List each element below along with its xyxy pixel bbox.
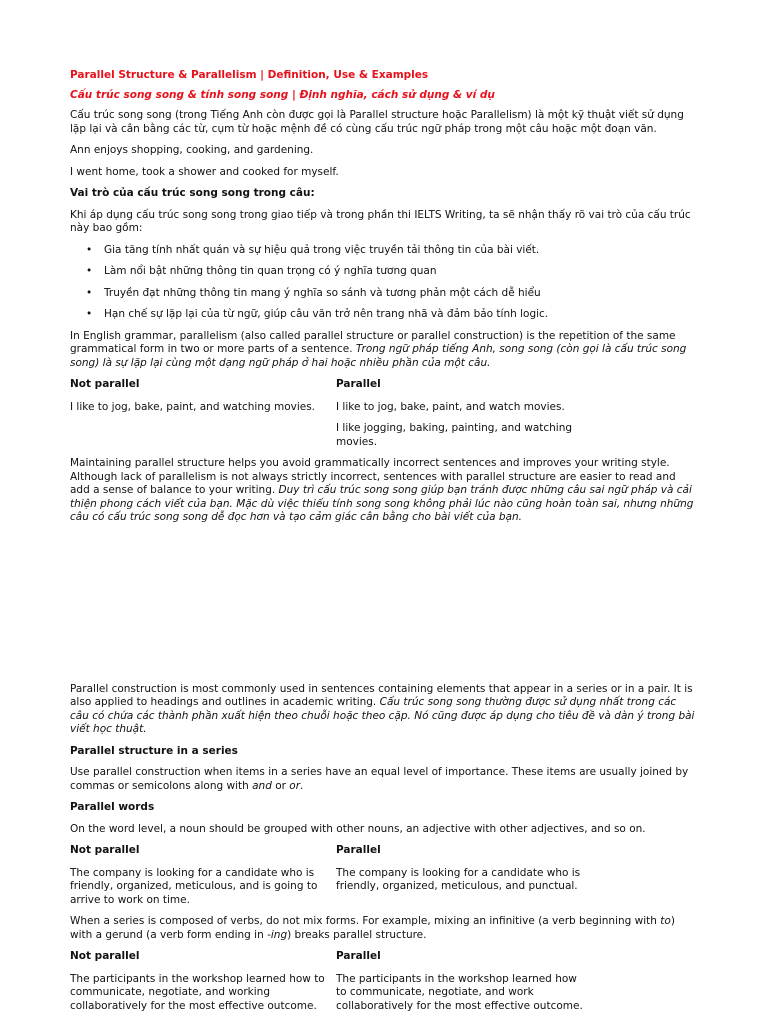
verbs-to: to	[660, 915, 671, 927]
example-sentence-1: Ann enjoys shopping, cooking, and gardening.	[70, 144, 314, 156]
table-cell-parallel: The company is looking for a candidate who is friendly, organized, meticulous, and punctual.	[336, 866, 581, 892]
comparison-table-2	[70, 844, 698, 907]
list-item: • Gia tăng tính nhất quán và sự hiệu quả trong việc truyền tải thông tin của bài viết.	[70, 244, 698, 258]
verbs-ing: -ing	[267, 928, 288, 941]
series-end: .	[300, 779, 304, 792]
table-header-parallel: Parallel	[336, 378, 381, 390]
table-header-not-parallel: Not parallel	[70, 378, 140, 390]
comparison-table-1	[70, 378, 698, 449]
document-subtitle: Cấu trúc song song & tính song song | Định nghĩa, cách sử dụng & ví dụ	[70, 89, 495, 101]
table-cell-not-parallel: The participants in the workshop learned how to communicate, negotiate, and working collaboratively for the most effective outcome.	[70, 972, 325, 1012]
table-header-parallel: Parallel	[336, 844, 381, 856]
blank-space	[70, 525, 698, 683]
series-text: Use parallel construction when items in a series have an equal level of importance. These items are usually joined by commas or semicolons along with	[70, 766, 689, 792]
maintain-paragraph	[70, 457, 698, 525]
series-join: or	[271, 779, 290, 792]
table-cell-not-parallel: I like to jog, bake, paint, and watching movies.	[70, 400, 316, 413]
grammar-paragraph	[70, 330, 698, 371]
construction-vi: Cấu trúc song song thường được sử dụng nhất trong các câu có chứa các thành phần xuất hiện theo chuỗi hoặc theo cặp. Nó cũng được áp dụng cho tiêu đề và dàn ý trong bài viết học thuật.	[70, 696, 695, 735]
series-paragraph	[70, 766, 698, 793]
series-or: or	[289, 779, 301, 792]
table-header-not-parallel: Not parallel	[70, 950, 140, 962]
words-paragraph: On the word level, a noun should be grouped with other nouns, an adjective with other adjectives, and so on.	[70, 822, 646, 835]
table-cell-parallel-alt: I like jogging, baking, painting, and watching movies.	[336, 422, 573, 448]
document-page	[70, 68, 698, 1013]
table-cell-not-parallel: The company is looking for a candidate who is friendly, organized, meticulous, and is going to arrive to work on time.	[70, 866, 318, 906]
intro-paragraph: Cấu trúc song song (trong Tiếng Anh còn được gọi là Parallel structure hoặc Parallelism) là một kỹ thuật viết sử dụng lặp lại và cân bằng các từ, cụm từ hoặc mệnh đề có cùng cấu trúc ngữ pháp trong một câu hoặc một đoạn văn.	[70, 109, 684, 135]
list-item: • Làm nổi bật những thông tin quan trọng có ý nghĩa tương quan	[70, 265, 698, 279]
maintain-vi: Duy trì cấu trúc song song giúp bạn tránh được những câu sai ngữ pháp và cải thiện phong cách viết của bạn. Mặc dù việc thiếu tính song song không phải lúc nào cũng hoàn toàn sai, nhưng những câu có cấu trúc song song dễ đọc hơn và tạo cảm giác cân bằng cho bài viết của bạn.	[70, 484, 694, 523]
table-cell-parallel: I like to jog, bake, paint, and watch movies.	[336, 400, 565, 413]
list-item: • Truyền đạt những thông tin mang ý nghĩa so sánh và tương phản một cách dễ hiểu	[70, 287, 698, 301]
grammar-vi: Trong ngữ pháp tiếng Anh, song song (còn gọi là cấu trúc song song) là sự lặp lại cùng một dạng ngữ pháp ở hai hoặc nhiều phần của một câu.	[70, 343, 687, 369]
list-item: • Hạn chế sự lặp lại của từ ngữ, giúp câu văn trở nên trang nhã và đảm bảo tính logic.	[70, 308, 698, 322]
verbs-text-a: When a series is composed of verbs, do not mix forms. For example, mixing an infinitive (a verb beginning with	[70, 915, 661, 927]
words-heading: Parallel words	[70, 801, 155, 813]
verbs-text-c: ) breaks parallel structure.	[287, 928, 427, 941]
table-cell-parallel: The participants in the workshop learned how to communicate, negotiate, and work collaboratively for the most effective outcome.	[336, 972, 583, 1012]
construction-paragraph	[70, 683, 698, 737]
construction-en: Parallel construction is most commonly used in sentences containing elements that appear in a series or in a pair. It is also applied to headings and outlines in academic writing.	[70, 682, 693, 708]
maintain-en: Maintaining parallel structure helps you avoid grammatically incorrect sentences and improves your writing style. Although lack of parallelism is not always strictly incorrect, sentences with parallel structure are easier to read and add a sense of balance to your writing.	[70, 457, 676, 496]
document-title: Parallel Structure & Parallelism | Definition, Use & Examples	[70, 69, 429, 81]
verbs-text-b: ) with a gerund (a verb form ending in	[70, 915, 675, 941]
table-header-not-parallel: Not parallel	[70, 844, 140, 856]
role-list	[70, 244, 698, 322]
grammar-en: In English grammar, parallelism (also called parallel structure or parallel construction) is the repetition of the same grammatical form in two or more parts of a sentence.	[70, 329, 676, 355]
role-heading: Vai trò của cấu trúc song song trong câu:	[70, 187, 315, 199]
table-header-parallel: Parallel	[336, 950, 381, 962]
role-intro: Khi áp dụng cấu trúc song song trong giao tiếp và trong phần thi IELTS Writing, ta sẽ nhận thấy rõ vai trò của cấu trúc này bao gồm:	[70, 208, 691, 234]
series-heading: Parallel structure in a series	[70, 744, 238, 757]
example-sentence-2: I went home, took a shower and cooked for myself.	[70, 165, 339, 178]
verbs-paragraph	[70, 915, 698, 942]
series-and: and	[252, 779, 272, 792]
comparison-table-3	[70, 950, 698, 1013]
